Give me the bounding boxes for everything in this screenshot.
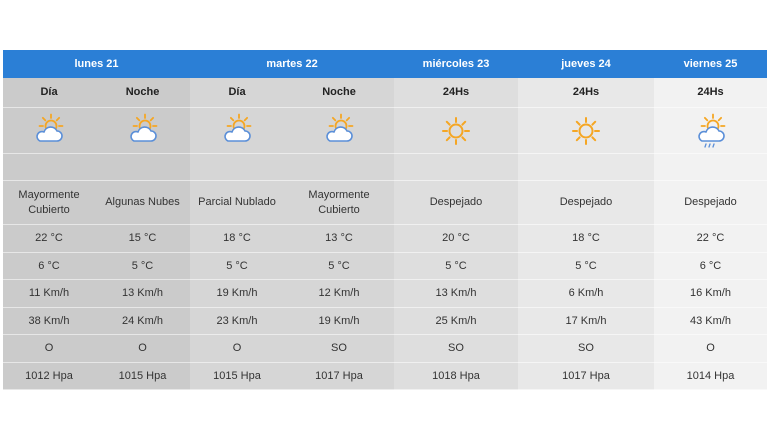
wind-speed-value	[654, 280, 767, 308]
period-label-text: Noche	[125, 86, 160, 99]
pressure-value-text: 1015 Hpa	[118, 369, 167, 382]
temp-min-value-text: 6 °C	[38, 259, 60, 272]
wind-direction-value	[95, 335, 190, 363]
condition-text-text: Mayormente Cubierto	[308, 188, 370, 216]
forecast-table	[3, 50, 767, 390]
wind-speed-value-text: 13 Km/h	[122, 287, 163, 300]
temp-max-value-text: 22 °C	[696, 232, 725, 245]
day-header-friday	[654, 50, 767, 78]
temp-max-value	[518, 225, 654, 253]
condition-text	[3, 181, 95, 225]
wind-direction-value	[654, 335, 767, 363]
temp-min-value	[284, 253, 394, 280]
period-label	[654, 78, 767, 108]
pressure-value-text: 1018 Hpa	[432, 369, 480, 382]
wind-gust-value	[284, 308, 394, 335]
wind-gust-value	[518, 308, 654, 335]
period-label	[190, 78, 284, 108]
temp-max-value-text: 18 °C	[572, 232, 600, 245]
temp-min-value	[3, 253, 95, 280]
wind-gust-value	[95, 308, 190, 335]
period-label-text: Día	[228, 86, 246, 99]
period-label	[518, 78, 654, 108]
condition-text	[95, 181, 190, 225]
day-label: jueves 24	[561, 58, 611, 70]
wind-direction-value	[190, 335, 284, 363]
wind-speed-value	[284, 280, 394, 308]
wind-speed-value-text: 19 Km/h	[216, 287, 258, 300]
temp-max-value	[654, 225, 767, 253]
temp-max-value	[95, 225, 190, 253]
period-label-text: 24Hs	[442, 86, 470, 99]
wind-direction-value	[3, 335, 95, 363]
wind-direction-value-text: SO	[331, 342, 347, 355]
spacer-cell	[518, 154, 654, 181]
temp-min-value-text: 6 °C	[699, 259, 722, 272]
day-header-thursday	[518, 50, 654, 78]
wind-speed-value	[394, 280, 518, 308]
condition-text-text: Parcial Nublado	[198, 196, 276, 209]
wind-gust-value-text: 23 Km/h	[216, 314, 258, 327]
temp-min-value-text: 5 °C	[226, 259, 248, 272]
pressure-value	[518, 363, 654, 390]
temp-max-value-text: 22 °C	[35, 232, 63, 245]
pressure-value	[394, 363, 518, 390]
day-header-wednesday	[394, 50, 518, 78]
wind-gust-value	[190, 308, 284, 335]
condition-text-text: Algunas Nubes	[105, 196, 180, 209]
day-label: viernes 25	[683, 58, 738, 70]
wind-speed-value-text: 12 Km/h	[318, 287, 360, 300]
wind-speed-value	[518, 280, 654, 308]
day-label: lunes 21	[74, 58, 119, 70]
temp-min-value	[518, 253, 654, 280]
weather-icon-cell	[394, 108, 518, 154]
wind-direction-value-text: O	[706, 342, 715, 355]
day-label: miércoles 23	[422, 58, 490, 70]
wind-speed-value-text: 13 Km/h	[435, 287, 477, 300]
wind-speed-value	[3, 280, 95, 308]
period-label	[95, 78, 190, 108]
condition-text	[394, 181, 518, 225]
temp-max-value	[394, 225, 518, 253]
condition-text	[284, 181, 394, 225]
wind-direction-value	[394, 335, 518, 363]
pressure-value	[95, 363, 190, 390]
pressure-value	[190, 363, 284, 390]
condition-text-text: Despejado	[684, 196, 737, 209]
temp-min-value-text: 5 °C	[575, 259, 597, 272]
pressure-value-text: 1017 Hpa	[562, 369, 610, 382]
condition-text	[654, 181, 767, 225]
wind-gust-value-text: 19 Km/h	[318, 314, 360, 327]
wind-direction-value-text: SO	[448, 342, 464, 355]
weather-icon-cell	[654, 108, 767, 154]
temp-max-value	[190, 225, 284, 253]
weather-icon-cell	[3, 108, 95, 154]
temp-min-value	[95, 253, 190, 280]
pressure-value	[654, 363, 767, 390]
day-header-tuesday	[190, 50, 394, 78]
pressure-value-text: 1012 Hpa	[25, 369, 73, 382]
condition-text	[518, 181, 654, 225]
pressure-value-text: 1017 Hpa	[315, 369, 363, 382]
wind-gust-value	[654, 308, 767, 335]
condition-text-text: Despejado	[429, 196, 483, 209]
temp-min-value-text: 5 °C	[131, 259, 154, 272]
temp-max-value-text: 15 °C	[128, 232, 157, 245]
spacer-cell	[654, 154, 767, 181]
wind-gust-value-text: 24 Km/h	[122, 314, 163, 327]
pressure-value-text: 1014 Hpa	[686, 369, 735, 382]
temp-max-value	[284, 225, 394, 253]
period-label-text: 24Hs	[697, 86, 724, 99]
weather-icon-cell	[190, 108, 284, 154]
pressure-value	[3, 363, 95, 390]
sun-icon	[568, 113, 604, 149]
condition-text	[190, 181, 284, 225]
spacer-cell	[190, 154, 284, 181]
temp-min-value	[190, 253, 284, 280]
wind-speed-value	[95, 280, 190, 308]
wind-direction-value-text: O	[232, 342, 242, 355]
spacer-cell	[394, 154, 518, 181]
wind-direction-value-text: O	[138, 342, 147, 355]
pressure-value-text: 1015 Hpa	[213, 369, 261, 382]
partly-cloudy-icon	[125, 113, 161, 149]
spacer-cell	[284, 154, 394, 181]
wind-direction-value-text: O	[44, 342, 54, 355]
wind-speed-value-text: 11 Km/h	[28, 287, 70, 300]
day-header-monday	[3, 50, 190, 78]
temp-max-value-text: 20 °C	[442, 232, 470, 245]
temp-min-value-text: 5 °C	[445, 259, 467, 272]
spacer-cell	[95, 154, 190, 181]
day-label: martes 22	[266, 58, 318, 70]
period-label	[394, 78, 518, 108]
partly-cloudy-icon	[219, 113, 255, 149]
wind-gust-value-text: 43 Km/h	[690, 314, 731, 327]
sun-icon	[438, 113, 474, 149]
wind-gust-value	[3, 308, 95, 335]
temp-min-value-text: 5 °C	[328, 259, 350, 272]
period-label	[3, 78, 95, 108]
condition-text-text: Mayormente Cubierto	[18, 188, 80, 216]
wind-speed-value-text: 6 Km/h	[568, 287, 604, 300]
temp-min-value	[394, 253, 518, 280]
wind-direction-value-text: SO	[578, 342, 594, 355]
period-label-text: Noche	[322, 86, 356, 99]
wind-gust-value-text: 17 Km/h	[565, 314, 607, 327]
wind-gust-value-text: 25 Km/h	[435, 314, 477, 327]
wind-direction-value	[518, 335, 654, 363]
spacer-cell	[3, 154, 95, 181]
wind-gust-value	[394, 308, 518, 335]
weather-icon-cell	[284, 108, 394, 154]
wind-gust-value-text: 38 Km/h	[28, 314, 70, 327]
period-label-text: Día	[40, 86, 58, 99]
pressure-value	[284, 363, 394, 390]
partly-cloudy-rain-icon	[693, 113, 729, 149]
temp-max-value-text: 13 °C	[325, 232, 353, 245]
weather-icon-cell	[518, 108, 654, 154]
partly-cloudy-icon	[31, 113, 67, 149]
temp-max-value	[3, 225, 95, 253]
period-label	[284, 78, 394, 108]
partly-cloudy-icon	[321, 113, 357, 149]
weather-icon-cell	[95, 108, 190, 154]
period-label-text: 24Hs	[572, 86, 600, 99]
temp-min-value	[654, 253, 767, 280]
condition-text-text: Despejado	[559, 196, 613, 209]
wind-speed-value-text: 16 Km/h	[690, 287, 731, 300]
wind-direction-value	[284, 335, 394, 363]
wind-speed-value	[190, 280, 284, 308]
temp-max-value-text: 18 °C	[223, 232, 251, 245]
